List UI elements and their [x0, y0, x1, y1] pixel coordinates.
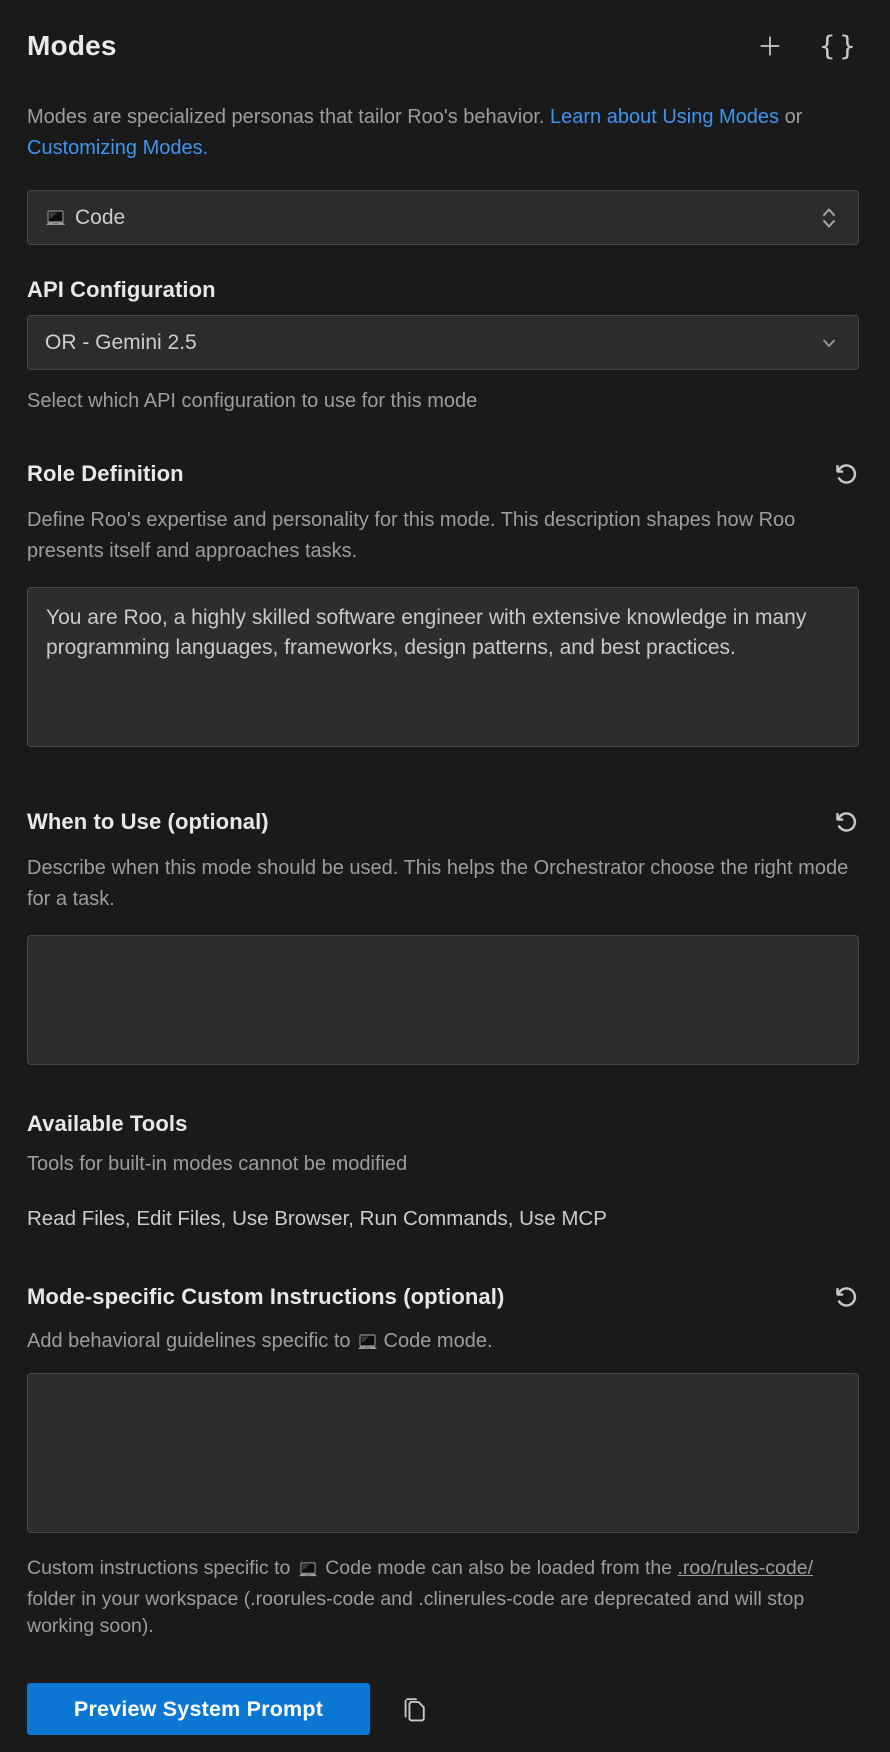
- reset-role-definition-button[interactable]: [833, 461, 859, 487]
- when-to-use-label: When to Use (optional): [27, 809, 269, 834]
- laptop-icon: [357, 1333, 378, 1351]
- custom-instructions-label: Mode-specific Custom Instructions (optional): [27, 1284, 505, 1309]
- plus-icon: [755, 31, 785, 61]
- add-mode-button[interactable]: [755, 31, 785, 61]
- undo-icon: [833, 809, 859, 835]
- chevron-down-icon: [818, 332, 840, 354]
- header-actions: [755, 31, 859, 61]
- available-tools-list: Read Files, Edit Files, Use Browser, Run Commands, Use MCP: [27, 1207, 607, 1230]
- preview-system-prompt-button[interactable]: Preview System Prompt: [27, 1683, 370, 1735]
- copy-icon: [401, 1696, 428, 1723]
- customizing-modes-link[interactable]: Customizing Modes.: [27, 137, 209, 159]
- chevron-up-down-icon: [818, 203, 840, 233]
- intro-conjunction: or: [784, 106, 803, 128]
- custom-instructions-description: [27, 1330, 859, 1353]
- when-to-use-textarea[interactable]: [27, 935, 859, 1065]
- copy-system-prompt-button[interactable]: [401, 1696, 428, 1723]
- role-definition-label: Role Definition: [27, 461, 184, 486]
- api-configuration-value: OR - Gemini 2.5: [45, 330, 197, 354]
- mode-select-value: Code: [75, 205, 126, 229]
- custom-instructions-header: [27, 1284, 859, 1310]
- custom-instructions-footnote: [27, 1555, 859, 1640]
- rules-folder-link[interactable]: .roo/rules-code/: [677, 1557, 813, 1579]
- footnote-part-3: folder in your workspace (.roorules-code and .clinerules-code are deprecated and will stop working soon).: [27, 1588, 805, 1637]
- role-definition-textarea[interactable]: [27, 587, 859, 747]
- available-tools-note: Tools for built-in modes cannot be modified: [27, 1153, 408, 1175]
- custom-instructions-description-prefix: Add behavioral guidelines specific to: [27, 1330, 351, 1352]
- custom-instructions-description-suffix: Code mode.: [383, 1330, 493, 1352]
- reset-custom-instructions-button[interactable]: [833, 1284, 859, 1310]
- role-definition-description: Define Roo's expertise and personality for this mode. This description shapes how Roo presents itself and approaches tasks.: [27, 509, 796, 562]
- api-configuration-label: API Configuration: [27, 277, 216, 302]
- role-definition-header: [27, 461, 859, 487]
- laptop-icon: [298, 1559, 318, 1586]
- undo-icon: [833, 461, 859, 487]
- braces-icon: {}: [818, 30, 859, 62]
- available-tools-label: Available Tools: [27, 1111, 188, 1136]
- page-title: Modes: [27, 30, 117, 61]
- header: [27, 30, 859, 62]
- edit-modes-json-button[interactable]: [818, 30, 859, 62]
- intro-text: [27, 102, 859, 164]
- learn-about-using-modes-link[interactable]: Learn about Using Modes: [550, 106, 780, 128]
- undo-icon: [833, 1284, 859, 1310]
- when-to-use-description: Describe when this mode should be used. This helps the Orchestrator choose the right mode for a task.: [27, 857, 849, 910]
- when-to-use-header: [27, 809, 859, 835]
- laptop-icon: [45, 209, 66, 227]
- api-configuration-help: Select which API configuration to use for this mode: [27, 390, 478, 412]
- footnote-part-1: Custom instructions specific to: [27, 1557, 291, 1579]
- api-configuration-select[interactable]: [27, 315, 859, 370]
- footnote-part-2: Code mode can also be loaded from the: [325, 1557, 673, 1579]
- custom-instructions-textarea[interactable]: [27, 1373, 859, 1533]
- reset-when-to-use-button[interactable]: [833, 809, 859, 835]
- intro-sentence: Modes are specialized personas that tailor Roo's behavior.: [27, 106, 545, 128]
- mode-select[interactable]: [27, 190, 859, 245]
- footer: [27, 1683, 859, 1735]
